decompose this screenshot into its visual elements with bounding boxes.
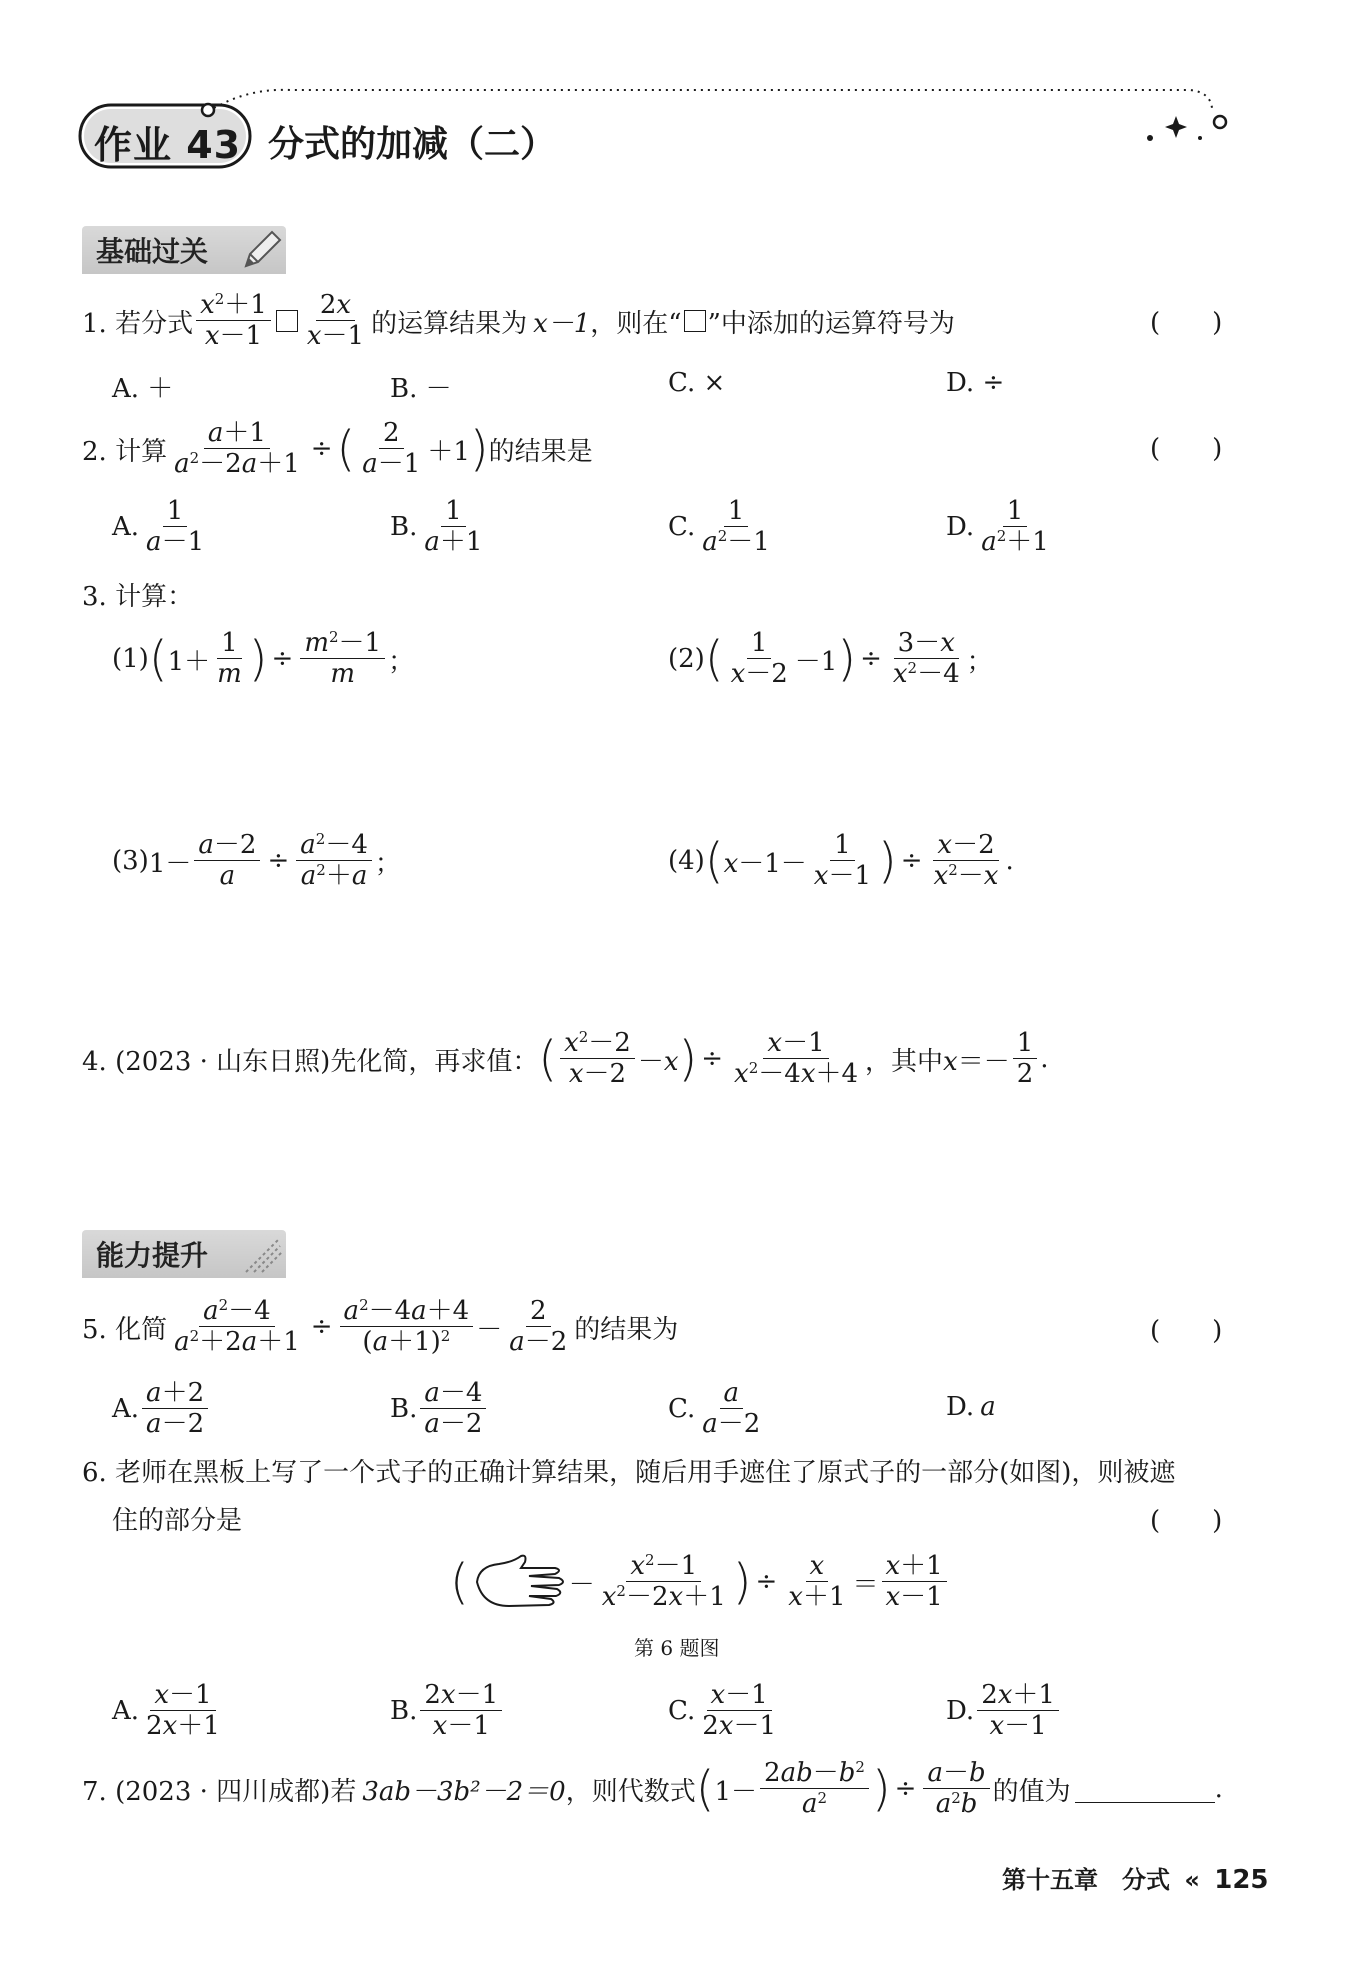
q2-answer-paren[interactable]: ( ) <box>1150 434 1223 464</box>
q5-option-b[interactable]: B. $\frac{a-4}{a-2}$ <box>390 1380 489 1439</box>
q2-option-c-letter: C. <box>668 512 696 543</box>
q2-suffix: 的结果是 <box>488 436 593 467</box>
q6-figure: ( － $\frac{x^2-1}{x^2-2x+1}$ ) ÷ $\frac{x}{x+1}$ ＝ $\frac{x+1}{x-1}$ <box>450 1552 950 1612</box>
sparkle-icon <box>240 1232 286 1278</box>
q5-option-b-letter: B. <box>390 1394 418 1425</box>
page-footer <box>1002 1860 1269 1895</box>
operator-box <box>276 310 298 332</box>
q2-option-b[interactable]: B. $\frac{1}{a+1}$ <box>390 496 483 558</box>
q7-condition: 3ab－3b²－2＝0 <box>362 1776 566 1807</box>
q3-part-2: (2) ( $\frac{1}{x-2}$ －1 ) ÷ $\frac{3-x}{x^2-4}$ ； <box>668 628 993 690</box>
q5-option-c[interactable]: C. $\frac{a}{a-2}$ <box>668 1378 761 1440</box>
q5-answer-paren[interactable]: ( ) <box>1150 1316 1223 1346</box>
q3-part-4-label: (4) <box>668 846 705 877</box>
footer-page-number: 125 <box>1214 1865 1269 1895</box>
q1-fraction-1: $\frac{x^2+1}{x-1}$ <box>196 292 271 351</box>
q7-mid: ，则代数式 <box>565 1776 696 1807</box>
q2-option-c[interactable]: C. $\frac{1}{a^2-1}$ <box>668 496 770 558</box>
question-6-line-2: 住的部分是 <box>112 1506 243 1536</box>
q1-option-a[interactable]: A. ＋ <box>112 374 174 404</box>
q3-part-1: (1) ( 1＋ $\frac{1}{m}$ ) ÷ $\frac{m^2-1}{m}$ ； <box>112 628 415 690</box>
q6-option-d-letter: D. <box>946 1696 975 1727</box>
q6-option-a[interactable]: A. $\frac{x-1}{2x+1}$ <box>112 1680 220 1742</box>
q2-option-d-letter: D. <box>946 512 975 543</box>
q1-fraction-2: $\frac{2x}{x-1}$ <box>306 290 365 352</box>
q6-option-c[interactable]: C. $\frac{x-1}{2x-1}$ <box>668 1680 776 1742</box>
q5-option-d[interactable] <box>946 1392 996 1422</box>
question-5: 5. 化简 $\frac{a^2-4}{a^2+2a+1}$ ÷ $\frac{a^2-4a+4}{(a+1)^2}$ － $\frac{2}{a-2}$ 的结果为 <box>82 1296 679 1358</box>
q6-answer-paren[interactable]: ( ) <box>1150 1506 1223 1536</box>
q6-option-d[interactable]: D. $\frac{2x+1}{x-1}$ <box>946 1682 1062 1741</box>
section-advanced-label: 能力提升 <box>96 1239 209 1272</box>
q5-option-d-value: a <box>980 1392 996 1422</box>
question-6-line-1: 6. 老师在黑板上写了一个式子的正确计算结果，随后用手遮住了原式子的一部分(如图)，则被遮 <box>82 1458 1176 1488</box>
q6-option-b[interactable]: B. $\frac{2x-1}{x-1}$ <box>390 1682 505 1741</box>
q4-prefix: 4. (2023 · 山东日照)先化简，再求值： <box>82 1046 539 1077</box>
q3-part-3-label: (3) <box>112 846 149 877</box>
q3-part-1-label: (1) <box>112 644 149 675</box>
pencil-icon <box>238 228 284 274</box>
question-3: 3. 计算： <box>82 582 194 612</box>
q6-option-c-letter: C. <box>668 1696 696 1727</box>
question-1 <box>82 292 955 351</box>
page-title: 分式的加减（二） <box>268 124 557 165</box>
q6-option-b-letter: B. <box>390 1696 418 1727</box>
q2-option-d[interactable]: D. $\frac{1}{a^2+1}$ <box>946 496 1049 558</box>
q1-option-d[interactable]: D. ÷ <box>946 368 1005 398</box>
q3-part-4: (4) ( x－1－ $\frac{1}{x-1}$ ) ÷ $\frac{x-2}{x^2-x}$ . <box>668 830 1014 892</box>
q5-option-d-letter: D. <box>946 1392 975 1422</box>
q7-prefix: 7. (2023 · 四川成都)若 <box>82 1776 357 1807</box>
q5-suffix: 的结果为 <box>574 1314 679 1345</box>
q2-prefix: 2. 计算 <box>82 436 168 467</box>
q5-option-a-letter: A. <box>112 1394 140 1425</box>
footer-chapter: 第十五章 分式 <box>1002 1866 1170 1894</box>
q1-result: x－1 <box>533 308 591 339</box>
homework-badge: 作业 43 <box>94 123 242 167</box>
q2-option-a[interactable]: A. $\frac{1}{a-1}$ <box>112 496 205 558</box>
q5-option-a[interactable]: A. $\frac{a+2}{a-2}$ <box>112 1380 211 1439</box>
q7-suffix: 的值为 <box>992 1776 1071 1807</box>
q5-prefix: 5. 化简 <box>82 1314 168 1345</box>
q7-answer-blank[interactable] <box>1075 1776 1215 1803</box>
hand-icon <box>469 1552 569 1612</box>
q2-fraction-1: $\frac{a+1}{a^2-2a+1}$ <box>174 418 300 480</box>
q2-option-a-letter: A. <box>112 512 140 543</box>
q1-answer-paren[interactable]: ( ) <box>1150 308 1223 338</box>
q1-option-b[interactable]: B. － <box>390 374 452 404</box>
question-2: 2. 计算 $\frac{a+1}{a^2-2a+1}$ ÷ ( $\frac{2}{a-1}$ ＋1 ) 的结果是 <box>82 418 593 480</box>
footer-arrow-icon: « <box>1184 1866 1200 1894</box>
q1-option-c[interactable]: C. × <box>668 368 726 398</box>
q5-option-c-letter: C. <box>668 1394 696 1425</box>
question-4: 4. (2023 · 山东日照)先化简，再求值： ( $\frac{x^2-2}{x-2}$ －x ) ÷ $\frac{x-1}{x^2-4x+4}$ ，其中 x＝－ $\frac{1}{2}$ . <box>82 1028 1049 1090</box>
q6-caption: 第 6 题图 <box>634 1636 720 1660</box>
q3-part-3: (3) 1－ $\frac{a-2}{a}$ ÷ $\frac{a^2-4}{a^2+a}$ ； <box>112 830 401 892</box>
q4-suffix: ，其中 <box>865 1046 944 1077</box>
section-basic-label: 基础过关 <box>96 235 209 268</box>
q1-suffix3: ”中添加的运算符号为 <box>707 308 955 339</box>
q1-suffix: 的运算结果为 <box>371 308 528 339</box>
q1-prefix: 1. 若分式 <box>82 308 194 339</box>
q3-part-2-label: (2) <box>668 644 705 675</box>
q6-option-a-letter: A. <box>112 1696 140 1727</box>
q2-option-b-letter: B. <box>390 512 418 543</box>
operator-box-ref <box>684 310 706 332</box>
question-7: 7. (2023 · 四川成都)若 3ab－3b²－2＝0 ，则代数式 ( 1－ $\frac{2ab-b^2}{a^2}$ ) ÷ $\frac{a-b}{a^2b}$ 的值为 . <box>82 1758 1223 1820</box>
q2-fraction-2: $\frac{2}{a-1}$ <box>362 418 421 480</box>
q1-suffix2: ，则在“ <box>590 308 682 339</box>
